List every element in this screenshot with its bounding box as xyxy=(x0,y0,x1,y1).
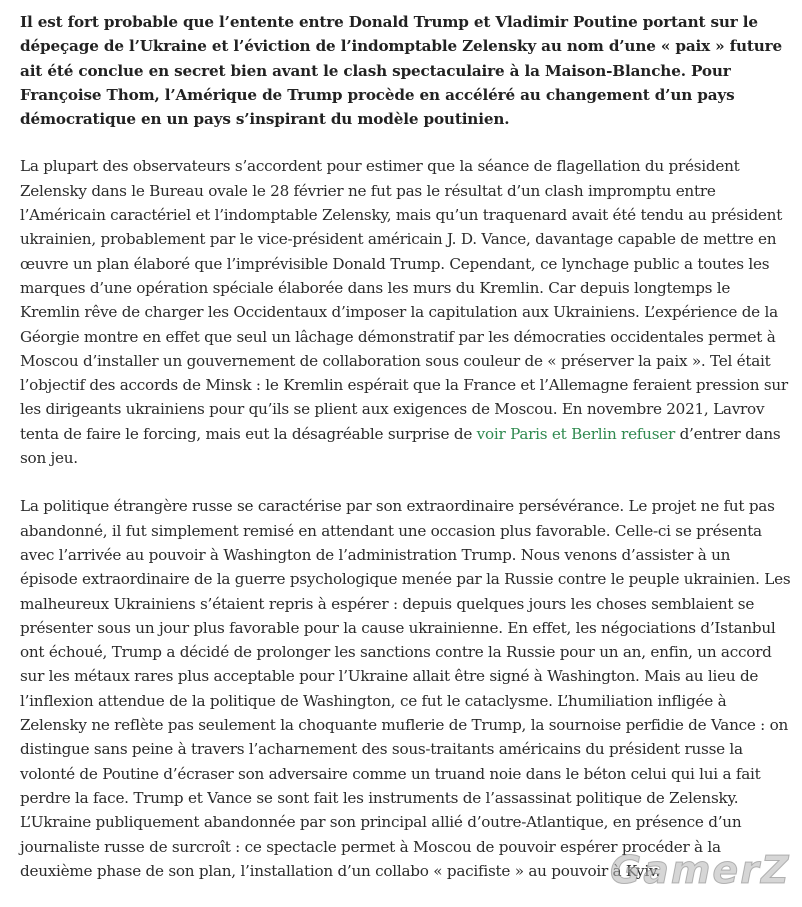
paragraph-1-text-end: d’entrer dans son jeu. xyxy=(20,424,781,468)
article-paragraph-2: La politique étrangère russe se caractérise par son extraordinaire persévérance. Le projet ne fut pas abandonné, il fut simplement remisé en attendant une occasion plus favorable. Celle-ci se présenta avec l’arrivée au pouvoir à Washington de l’administration Trump. Nous venons d’assister à un épisode extraordinaire de la guerre psychologique menée par la Russie contre le peuple ukrainien. Les malheureux Ukrainiens s’étaient repris à espérer : depuis quelques jours les choses semblaient se présenter sous un jour plus favorable pour la cause ukrainienne. En effet, les négociations d’Istanbul ont échoué, Trump a décidé de prolonger les sanctions contre la Russie pour un an, enfin, un accord sur les métaux rares plus acceptable pour l’Ukraine allait être signé à Washington. Mais au lieu de l’inflexion attendue de la politique de Washington, ce fut le cataclysme. L’humiliation infligée à Zelensky ne reflète pas seulement la choquante muflerie de Trump, la sournoise perfidie de Vance : on distingue sans peine à travers l’acharnement des sous-traitants américains du président russe la volonté de Poutine d’écraser son adversaire comme un truand noie dans le béton celui qui lui a fait perdre la face. Trump et Vance se sont fait les instruments de l’assassinat politique de Zelensky. L’Ukraine publiquement abandonnée par son principal allié d’outre-Atlantique, en présence d’un journaliste russe de surcroît : ce spectacle permet à Moscou de pouvoir espérer procéder à la deuxième phase de son plan, l’installation d’un collabo « pacifiste » au pouvoir à Kyiv. xyxy=(20,497,791,880)
article-paragraph-1 xyxy=(20,154,792,470)
paragraph-1-text-start: La plupart des observateurs s’accordent pour estimer que la séance de flagellation du président Zelensky dans le Bureau ovale le 28 février ne fut pas le résultat d’un clash impromptu entre l’Américain caractériel et l’indomptable Zelensky, mais qu’un traquenard avait été tendu au président ukrainien, probablement par le vice-président américain J. D. Vance, davantage capable de mettre en œuvre un plan élaboré que l’imprévisible Donald Trump. Cependant, ce lynchage public a toutes les marques d’une opération spéciale élaborée dans les murs du Kremlin. Car depuis longtemps le Kremlin rêve de charger les Occidentaux d’imposer la capitulation aux Ukrainiens. L’expérience de la Géorgie montre en effet que seul un lâchage démonstratif par les démocraties occidentales permet à Moscou d’installer un gouvernement de collaboration sous couleur de « préserver la paix ». Tel était l’objectif des accords de Minsk : le Kremlin espérait que la France et l’Allemagne feraient pression sur les dirigeants ukrainiens pour qu’ils se plient aux exigences de Moscou. En novembre 2021, Lavrov tenta de faire le forcing, mais eut la désagréable surprise de xyxy=(20,157,788,443)
paris-berlin-refuser-link[interactable]: voir Paris et Berlin refuser xyxy=(476,424,675,443)
article-body xyxy=(20,10,792,907)
gamerz-watermark-logo: GamerZ xyxy=(610,848,791,892)
article-lead: Il est fort probable que l’entente entre Donald Trump et Vladimir Poutine portant sur le dépeçage de l’Ukraine et l’éviction de l’indomptable Zelensky au nom d’une « paix » future ait été conclue en secret bien avant le clash spectaculaire à la Maison-Blanche. Pour Françoise Thom, l’Amérique de Trump procède en accéléré au changement d’un pays démocratique en un pays s’inspirant du modèle poutinien. xyxy=(20,13,783,129)
